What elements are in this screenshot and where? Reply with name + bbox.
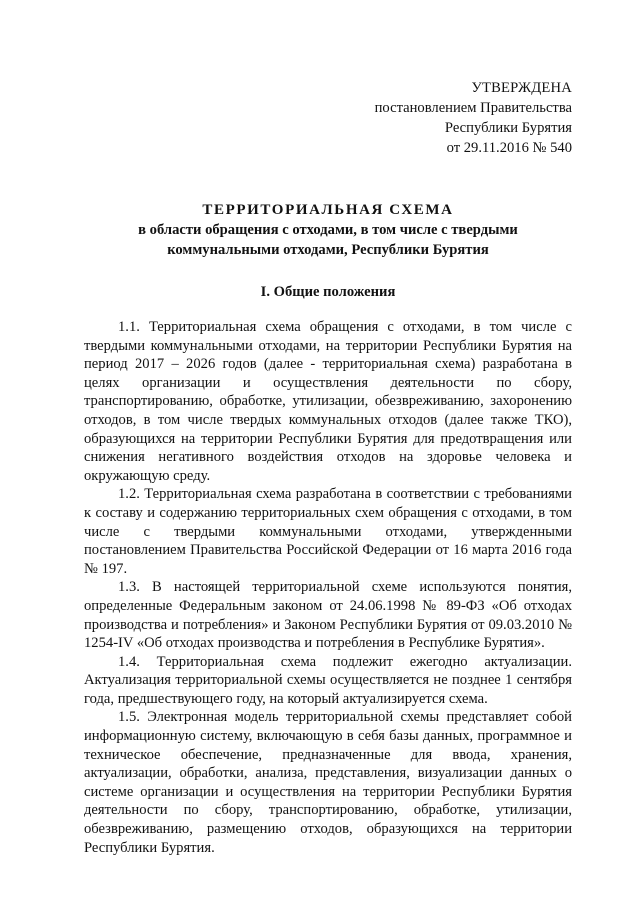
approval-heading: УТВЕРЖДЕНА — [471, 80, 572, 96]
approval-date-number: от 29.11.2016 № 540 — [446, 140, 572, 156]
document-body — [84, 318, 572, 857]
title-main: ТЕРРИТОРИАЛЬНАЯ СХЕМА — [202, 202, 454, 218]
document-title — [84, 200, 572, 260]
section-heading: I. Общие положения — [260, 284, 396, 300]
paragraph-1-3: 1.3. В настоящей территориальной схеме используются понятия, определенные Федеральным законом от 24.06.1998 № 89-ФЗ «Об отходах производства и потребления» и Законом Республики Бурятия от 09.03.2010 № 1254-IV «Об отходах производства и потребления в Республике Бурятия». — [84, 579, 572, 652]
approval-authority: постановлением Правительства — [374, 100, 572, 116]
title-subtitle-line-2: коммунальными отходами, Республики Бурятия — [167, 242, 489, 258]
document-page — [84, 78, 572, 857]
paragraph-1-5: 1.5. Электронная модель территориальной схемы представляет собой информационную систему, включающую в себя базы данных, программное и техническое обеспечение, предназначенные для ввода, хранения, актуализации, обработки, анализа, представления, визуализации данных о системе организации и осуществления на территории Республики Бурятия деятельности по сбору, транспортированию, обработке, утилизации, обезвреживанию, размещению отходов, образующихся на территории Республики Бурятия. — [84, 709, 572, 856]
approval-region: Республики Бурятия — [444, 120, 572, 136]
approval-stamp-block — [84, 78, 572, 158]
paragraph-1-2: 1.2. Территориальная схема разработана в соответствии с требованиями к составу и содержанию территориальных схем обращения с отходами, в том числе с твердыми коммунальными отходами, утвержденными постановлением Правительства Российской Федерации от 16 марта 2016 года № 197. — [84, 486, 572, 577]
title-subtitle-line-1: в области обращения с отходами, в том числе с твердыми — [138, 222, 518, 238]
paragraph-1-1: 1.1. Территориальная схема обращения с отходами, в том числе с твердыми коммунальными отходами, на территории Республики Бурятия на период 2017 – 2026 годов (далее - территориальная схема) разработана в целях организации и осуществления деятельности по сбору, транспортированию, обработке, утилизации, обезвреживанию, захоронению отходов, в том числе твердых коммунальных отходов (далее также ТКО), образующихся на территории Республики Бурятия для предотвращения или снижения негативного воздействия отходов на здоровье человека и окружающую среду. — [84, 319, 572, 484]
paragraph-1-4: 1.4. Территориальная схема подлежит ежегодно актуализации. Актуализация территориальной схемы осуществляется не позднее 1 сентября года, предшествующего году, на который актуализируется схема. — [84, 653, 572, 707]
